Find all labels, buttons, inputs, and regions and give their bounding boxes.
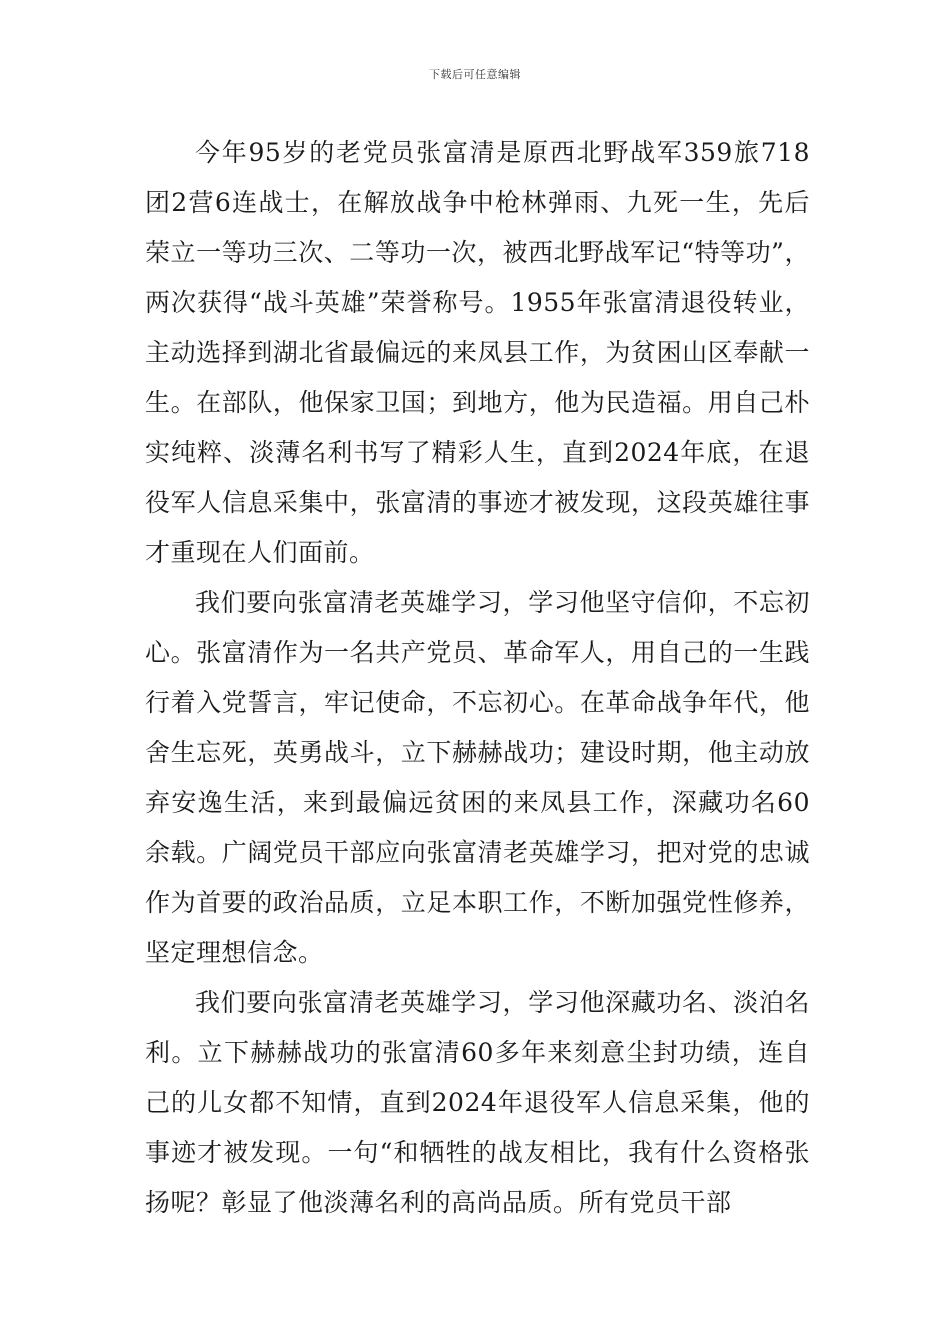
- paragraph-3: 我们要向张富清老英雄学习，学习他深藏功名、淡泊名利。立下赫赫战功的张富清60多年来刻意尘封功绩，连自己的儿女都不知情，直到2024年退役军人信息采集，他的事迹才被发现。一句“和牺牲的战友相比，我有什么资格张扬呢？彰显了他淡薄名利的高尚品质。所有党员干部: [145, 988, 810, 1217]
- paragraph-2: 我们要向张富清老英雄学习，学习他坚守信仰，不忘初心。张富清作为一名共产党员、革命军人，用自己的一生践行着入党誓言，牢记使命，不忘初心。在革命战争年代，他舍生忘死，英勇战斗，立下赫赫战功；建设时期，他主动放弃安逸生活，来到最偏远贫困的来凤县工作，深藏功名60余载。广阔党员干部应向张富清老英雄学习，把对党的忠诚作为首要的政治品质，立足本职工作，不断加强党性修养，坚定理想信念。: [145, 588, 810, 967]
- document-body: [145, 128, 810, 1228]
- paragraph-1: 今年95岁的老党员张富清是原西北野战军359旅718团2营6连战士，在解放战争中枪林弹雨、九死一生，先后荣立一等功三次、二等功一次，被西北野战军记“特等功”，两次获得“战斗英雄”荣誉称号。1955年张富清退役转业，主动选择到湖北省最偏远的来凤县工作，为贫困山区奉献一生。在部队，他保家卫国；到地方，他为民造福。用自己朴实纯粹、淡薄名利书写了精彩人生，直到2024年底，在退役军人信息采集中，张富清的事迹才被发现，这段英雄往事才重现在人们面前。: [145, 138, 810, 567]
- header-note: 下载后可任意编辑: [429, 68, 521, 81]
